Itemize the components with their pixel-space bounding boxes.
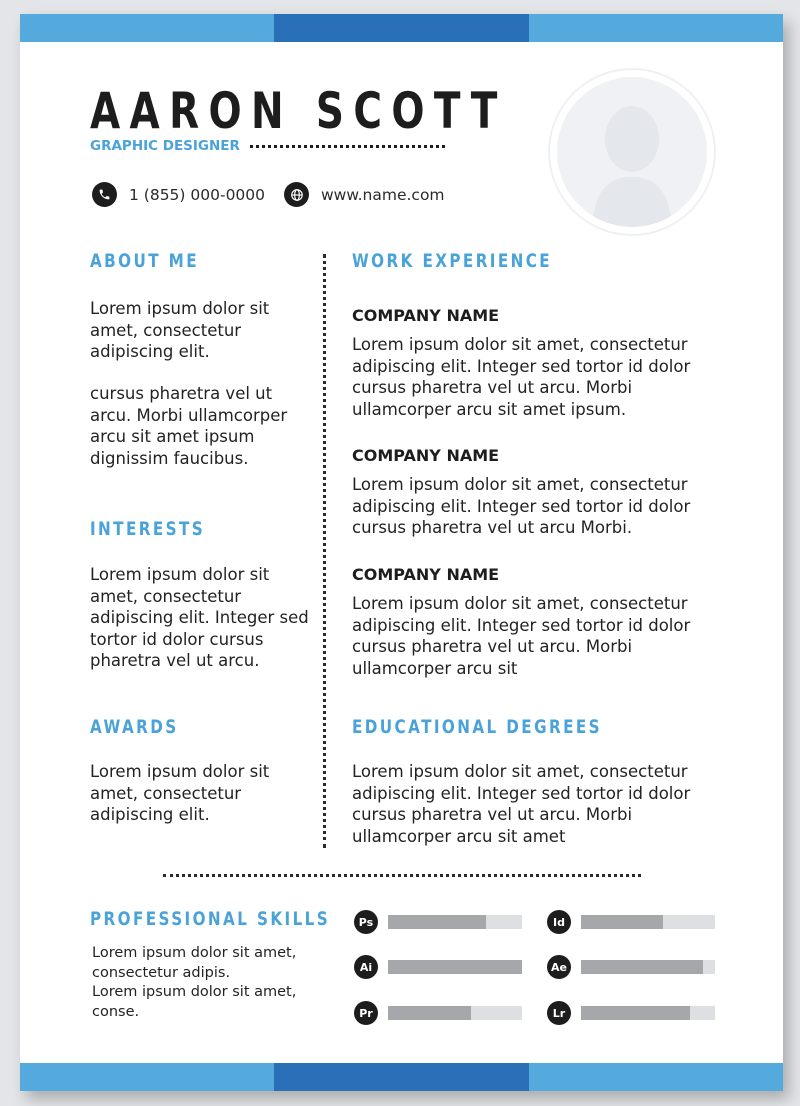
skill-level-fill [388,1006,471,1020]
awards-paragraph: Lorem ipsum dolor sit amet, consectetur adipiscing elit. [90,762,270,824]
applicant-name: AARON SCOTT [90,82,507,140]
skill-level-track [388,960,522,974]
bar-segment [274,1063,528,1091]
person-silhouette-icon [557,77,707,227]
phone-icon [92,182,117,207]
skill-level-track [581,915,715,929]
about-paragraph-1: Lorem ipsum dolor sit amet, consectetur adipiscing elit. [90,299,270,361]
phone-contact [92,182,265,207]
indesign-icon: Id [547,910,571,934]
bar-segment [529,1063,783,1091]
company-name: COMPANY NAME [352,446,500,465]
skill-level-track [388,915,522,929]
company-name: COMPANY NAME [352,306,500,325]
bar-segment [274,14,528,42]
skills-description [92,944,332,1022]
skill-level-fill [581,1006,690,1020]
skill-level-track [581,960,715,974]
work-experience-heading: WORK EXPERIENCE [352,250,553,272]
skills-text-line-1: Lorem ipsum dolor sit amet, consectetur adipis. [92,945,297,981]
section-divider [163,874,641,877]
job-title: GRAPHIC DESIGNER [90,138,240,154]
phone-number: 1 (855) 000-0000 [129,185,266,204]
job-description: Lorem ipsum dolor sit amet, consectetur adipiscing elit. Integer sed tortor id dolor cursus pharetra vel ut arcu. Morbi ullamcorper arcu sit amet ipsum. [352,335,691,419]
skill-lightroom [547,1001,715,1025]
skill-level-track [581,1006,715,1020]
after-effects-icon: Ae [547,955,571,979]
lightroom-icon: Lr [547,1001,571,1025]
awards-heading: AWARDS [90,716,179,738]
bar-segment [20,14,274,42]
profile-photo-placeholder [548,68,716,236]
skill-premiere [354,1001,522,1025]
about-heading: ABOUT ME [90,250,199,272]
bar-segment [20,1063,274,1091]
globe-icon [284,182,309,207]
bar-segment [529,14,783,42]
illustrator-icon: Ai [354,955,378,979]
website-link[interactable]: www.name.com [321,185,445,204]
skill-level-fill [388,960,522,974]
title-dotted-rule [250,145,445,148]
skill-level-fill [388,915,486,929]
education-heading: EDUCATIONAL DEGREES [352,716,602,738]
job-description: Lorem ipsum dolor sit amet, consectetur adipiscing elit. Integer sed tortor id dolor cursus pharetra vel ut arcu. Morbi ullamcorper arcu sit [352,594,691,678]
skill-illustrator [354,955,522,979]
skill-photoshop [354,910,522,934]
premiere-icon: Pr [354,1001,378,1025]
skill-level-track [388,1006,522,1020]
skill-level-fill [581,915,663,929]
interests-paragraph: Lorem ipsum dolor sit amet, consectetur adipiscing elit. Integer sed tortor id dolor cursus pharetra vel ut arcu. [90,565,309,670]
skill-after-effects [547,955,715,979]
avatar [557,77,707,227]
skill-indesign [547,910,715,934]
skill-level-fill [581,960,703,974]
skills-text-line-2: Lorem ipsum dolor sit amet, conse. [92,984,297,1020]
resume-sheet [20,14,783,1091]
website-contact [284,182,445,207]
about-paragraph-2: cursus pharetra vel ut arcu. Morbi ullamcorper arcu sit amet ipsum dignissim faucibus. [90,384,288,468]
bottom-color-bar [20,1063,783,1091]
top-color-bar [20,14,783,42]
company-name: COMPANY NAME [352,565,500,584]
job-description: Lorem ipsum dolor sit amet, consectetur adipiscing elit. Integer sed tortor id dolor cursus pharetra vel ut arcu Morbi. [352,475,691,537]
photoshop-icon: Ps [354,910,378,934]
skills-heading: PROFESSIONAL SKILLS [90,908,331,930]
column-divider [323,254,326,848]
interests-heading: INTERESTS [90,518,206,540]
education-paragraph: Lorem ipsum dolor sit amet, consectetur adipiscing elit. Integer sed tortor id dolor cursus pharetra vel ut arcu. Morbi ullamcorper arcu sit amet [352,762,691,846]
